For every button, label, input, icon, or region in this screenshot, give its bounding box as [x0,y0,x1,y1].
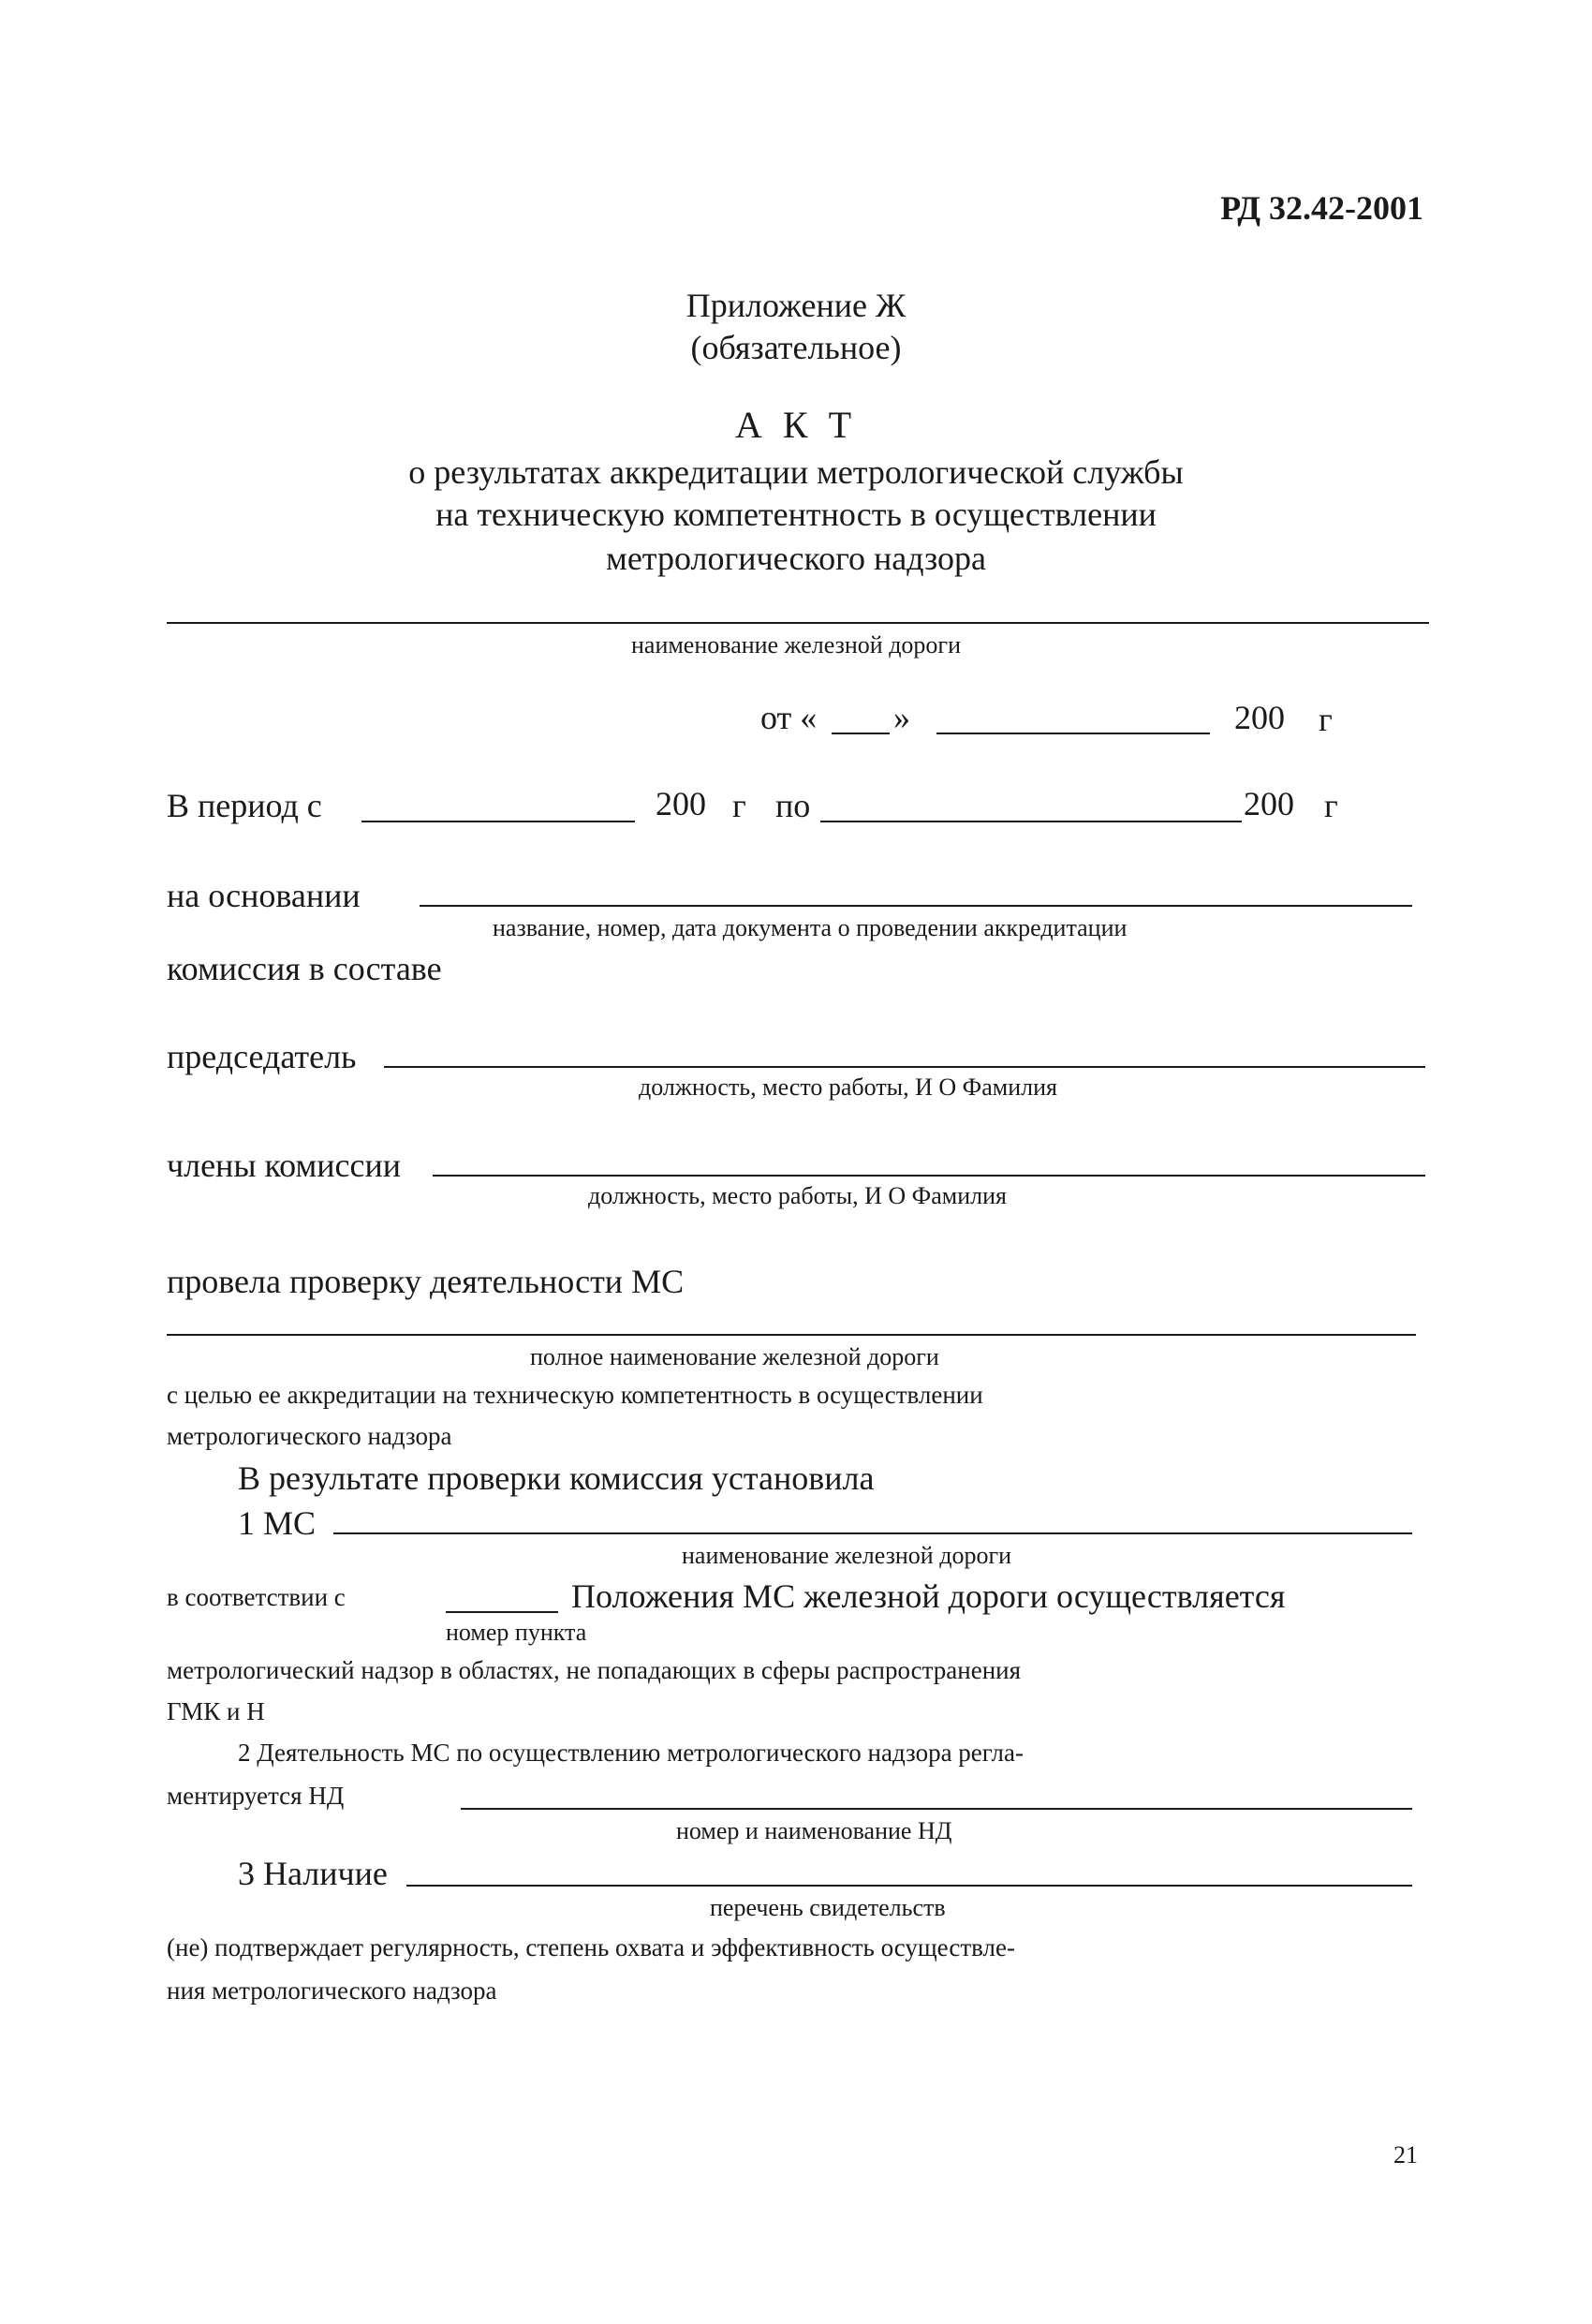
period-start-field [361,821,635,822]
period-start-year-suffix: г [732,787,746,824]
chairman-label: председатель [167,1038,357,1075]
check-label: провела проверку деятельности МС [167,1263,685,1300]
item2-caption: номер и наименование НД [676,1817,952,1844]
date-day-field [832,733,890,734]
item1-label: 1 МС [238,1504,317,1542]
item3-line2: (не) подтверждает регулярность, степень охвата и эффективность осуществле- [167,1933,1015,1961]
item1-caption: наименование железной дороги [682,1542,1012,1569]
item3-field [406,1885,1412,1887]
act-title: А К Т [735,404,857,446]
document-code: РД 32.42-2001 [1220,189,1423,227]
result-intro: В результате проверки комиссия установила [238,1459,875,1497]
item1-line2-suffix: Положения МС железной дороги осуществляется [571,1577,1286,1615]
period-start-year: 200 [656,785,706,822]
item1-line4: ГМК и Н [167,1697,265,1725]
page-number: 21 [1393,2141,1418,2169]
act-subtitle-line-3: метрологического надзора [606,540,986,577]
basis-caption: название, номер, дата документа о проведении аккредитации [493,914,1128,941]
chairman-field [384,1066,1425,1068]
date-prefix: от « [760,699,818,736]
members-label: члены комиссии [167,1147,402,1184]
item1-point-caption: номер пункта [446,1619,587,1646]
purpose-line-2: метрологического надзора [167,1422,452,1450]
appendix-status: (обязательное) [690,329,902,366]
item2-line2: ментируется НД [167,1782,345,1810]
railway-name-line [167,622,1429,624]
period-end-field [820,821,1242,822]
commission-label: комиссия в составе [167,950,442,987]
basis-field [420,905,1412,907]
item1-line3: метрологический надзор в областях, не попадающих в сферы распространения [167,1656,1022,1684]
chairman-caption: должность, место работы, И О Фамилия [639,1073,1057,1101]
item3-caption: перечень свидетельств [710,1894,946,1921]
item1-field [333,1532,1412,1534]
period-end-year-suffix: г [1324,787,1338,824]
item2-field [461,1808,1412,1810]
purpose-line-1: с целью ее аккредитации на техническую компетентность в осуществлении [167,1381,983,1409]
item3-label: 3 Наличие [238,1855,388,1892]
item1-line2-prefix: в соответствии с [167,1583,346,1611]
appendix-title: Приложение Ж [685,287,907,324]
check-field [167,1334,1416,1336]
act-subtitle-line-1: о результатах аккредитации метрологической службы [408,453,1184,491]
date-quote-close: » [893,699,910,736]
date-month-field [936,733,1210,734]
item3-line3: ния метрологического надзора [167,1976,497,2005]
period-end-year: 200 [1244,785,1294,822]
check-caption: полное наименование железной дороги [530,1343,939,1370]
period-label: В период с [167,787,322,824]
members-caption: должность, место работы, И О Фамилия [588,1182,1007,1209]
basis-label: на основании [167,877,361,914]
act-subtitle-line-2: на техническую компетентность в осуществлении [435,496,1157,533]
date-year-suffix: г [1319,701,1333,738]
item2-line1: 2 Деятельность МС по осуществлению метрологического надзора регла- [238,1739,1024,1767]
period-to-label: по [775,787,811,824]
date-year: 200 [1234,699,1285,736]
railway-name-caption: наименование железной дороги [630,631,961,659]
item1-point-field [446,1611,558,1613]
members-field [433,1175,1425,1177]
